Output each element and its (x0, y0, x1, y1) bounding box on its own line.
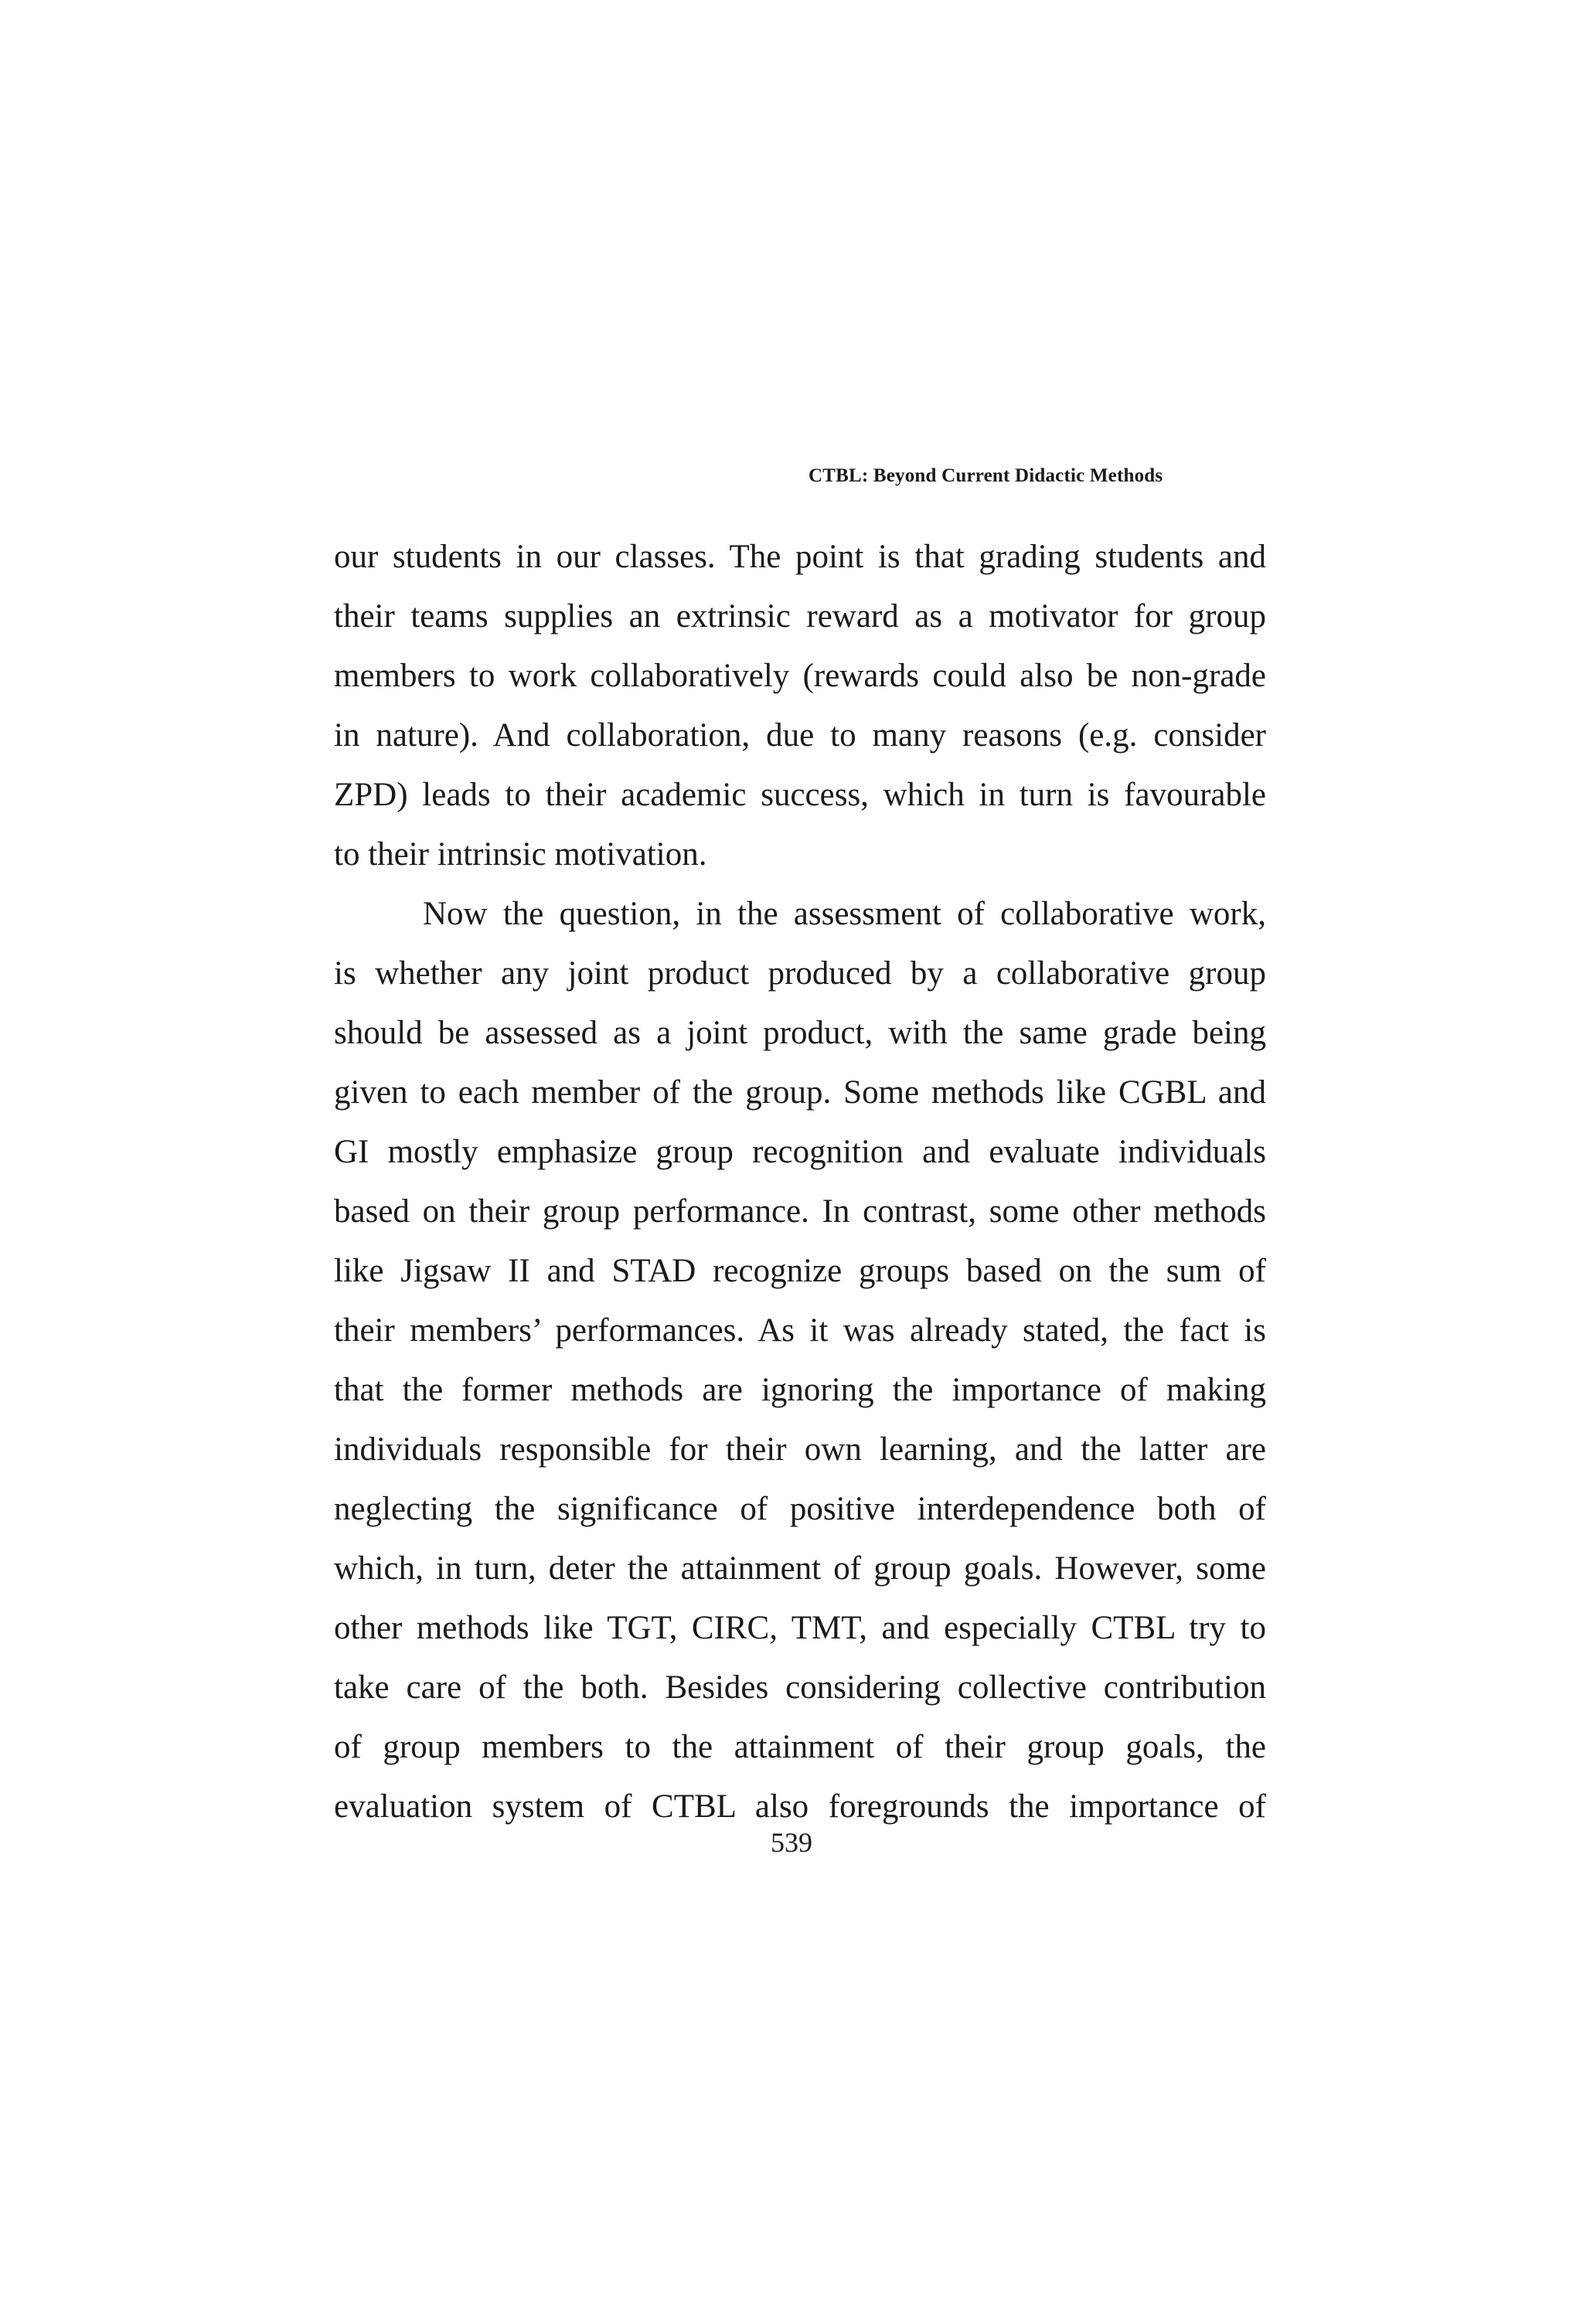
page-number: 539 (771, 1827, 812, 1858)
text-line: of group members to the attainment of their group goals, the (334, 1729, 1266, 1765)
body-text (334, 527, 1266, 1836)
text-line: is whether any joint product produced by a collaborative group (334, 955, 1266, 992)
text-line: neglecting the significance of positive interdependence both of (334, 1491, 1266, 1527)
text-line: take care of the both. Besides considering collective contribution (334, 1669, 1266, 1706)
text-line: should be assessed as a joint product, with the same grade being (334, 1015, 1266, 1051)
text-line: GI mostly emphasize group recognition and evaluate individuals (334, 1134, 1266, 1170)
text-line: Now the question, in the assessment of collaborative work, (423, 896, 1266, 932)
text-line: to their intrinsic motivation. (334, 836, 707, 873)
text-line: members to work collaboratively (rewards could also be non-grade (334, 658, 1266, 694)
text-line: evaluation system of CTBL also foregrounds the importance of (334, 1788, 1266, 1825)
paragraph (334, 884, 1266, 1836)
text-line: their teams supplies an extrinsic reward as a motivator for group (334, 598, 1266, 635)
text-line: like Jigsaw II and STAD recognize groups based on the sum of (334, 1253, 1266, 1289)
text-line: ZPD) leads to their academic success, which in turn is favourable (334, 777, 1266, 813)
text-line: which, in turn, deter the attainment of group goals. However, some (334, 1550, 1266, 1587)
text-line: their members’ performances. As it was already stated, the fact is (334, 1312, 1266, 1349)
text-line: that the former methods are ignoring the importance of making (334, 1372, 1266, 1408)
text-line: in nature). And collaboration, due to many reasons (e.g. consider (334, 717, 1266, 754)
text-line: given to each member of the group. Some methods like CGBL and (334, 1074, 1266, 1111)
text-line: our students in our classes. The point is that grading students and (334, 539, 1266, 575)
text-line: other methods like TGT, CIRC, TMT, and especially CTBL try to (334, 1610, 1266, 1646)
text-line: based on their group performance. In contrast, some other methods (334, 1193, 1266, 1230)
running-header: CTBL: Beyond Current Didactic Methods (809, 465, 1163, 486)
text-line: individuals responsible for their own learning, and the latter are (334, 1431, 1266, 1468)
paragraph (334, 527, 1266, 884)
